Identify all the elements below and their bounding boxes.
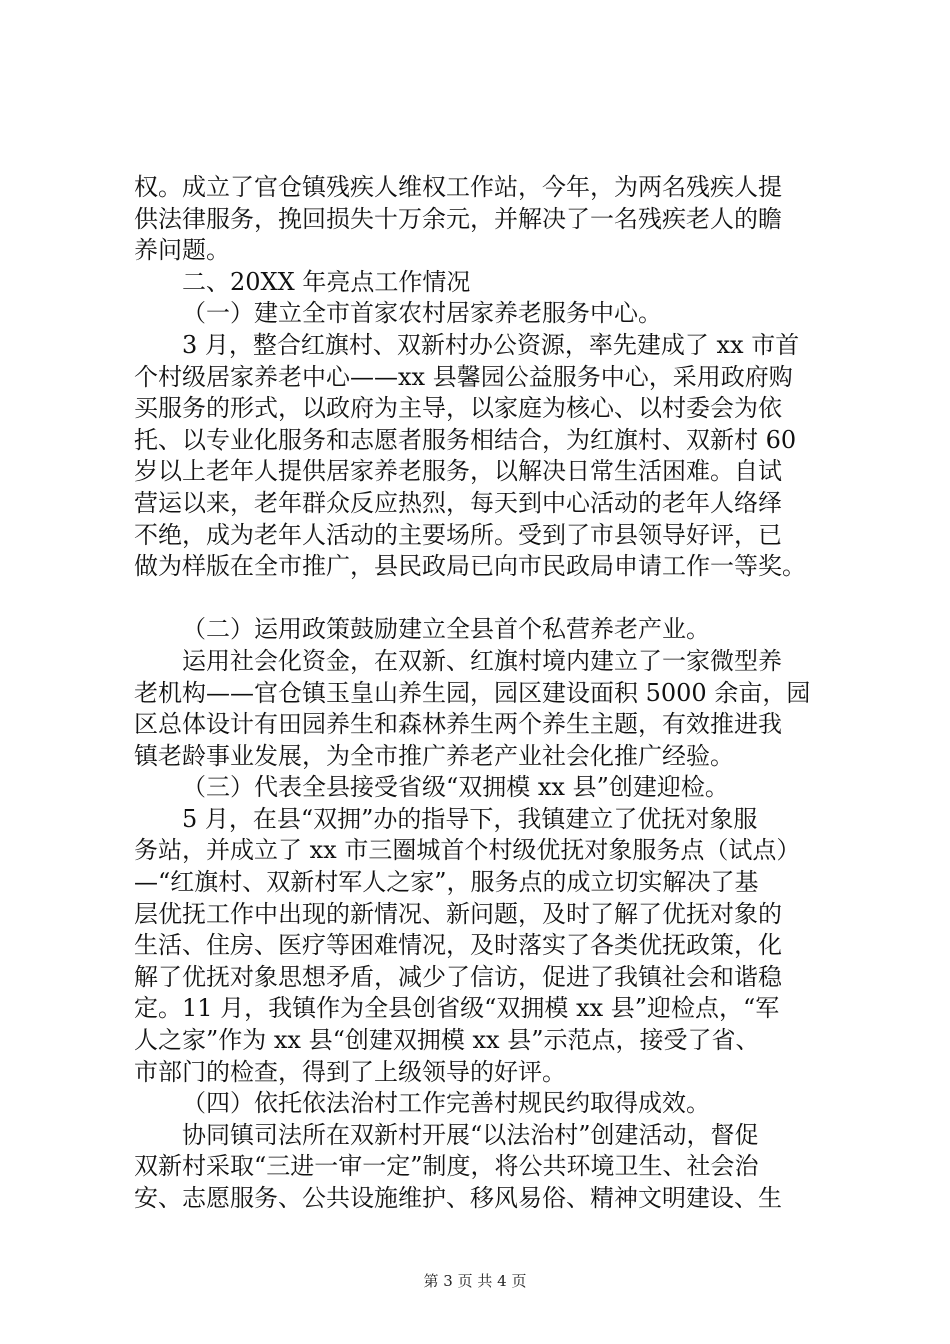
text-line: 区总体设计有田园养生和森林养生两个养生主题，有效推进我 — [134, 710, 782, 739]
blank-line — [134, 583, 854, 615]
text-line: 养问题。 — [134, 236, 230, 265]
subheading-double-support-inspection: （三）代表全县接受省级“双拥模 xx 县”创建迎检。 — [182, 773, 729, 802]
text-line: 层优抚工作中出现的新情况、新问题，及时了解了优抚对象的 — [134, 899, 782, 928]
text-line: 权。成立了官仓镇残疾人维权工作站，今年，为两名残疾人提 — [134, 173, 782, 201]
paragraph-private-elderly-industry — [134, 646, 854, 772]
text-line: 定。11 月，我镇作为全县创省级“双拥模 xx 县”迎检点，“军 — [134, 994, 780, 1023]
text-line: 老机构——官仓镇玉皇山养生园，园区建设面积 5000 余亩，园 — [134, 678, 811, 707]
text-line: 营运以来，老年群众反应热烈，每天到中心活动的老年人络绎 — [134, 488, 782, 517]
text-line: 运用社会化资金，在双新、红旗村境内建立了一家微型养 — [182, 646, 782, 675]
text-line: 做为样版在全市推广，县民政局已向市民政局申请工作一等奖。 — [134, 552, 806, 581]
text-line: 双新村采取“三进一审一定”制度，将公共环境卫生、社会治 — [134, 1152, 759, 1181]
paragraph-disability-rights — [134, 172, 854, 267]
subheading-home-care-center: （一）建立全市首家农村居家养老服务中心。 — [182, 299, 662, 328]
text-line: 生活、住房、医疗等困难情况，及时落实了各类优抚政策，化 — [134, 931, 782, 960]
text-line: 市部门的检查，得到了上级领导的好评。 — [134, 1057, 566, 1086]
text-line: 3 月，整合红旗村、双新村办公资源，率先建成了 xx 市首 — [182, 330, 800, 359]
text-line: 解了优抚对象思想矛盾，减少了信访，促进了我镇社会和谐稳 — [134, 962, 782, 991]
subheading-village-rules: （四）依托依法治村工作完善村规民约取得成效。 — [182, 1089, 710, 1118]
subheading-private-elderly-industry: （二）运用政策鼓励建立全县首个私营养老产业。 — [182, 615, 710, 644]
text-line: 协同镇司法所在双新村开展“以法治村”创建活动，督促 — [182, 1120, 759, 1149]
text-line: —“红旗村、双新村军人之家”，服务点的成立切实解决了基 — [134, 868, 759, 897]
body-text — [134, 172, 854, 1215]
text-line: 5 月，在县“双拥”办的指导下，我镇建立了优抚对象服 — [182, 804, 758, 833]
section-heading-highlights: 二、20XX 年亮点工作情况 — [182, 267, 471, 296]
text-line: 供法律服务，挽回损失十万余元，并解决了一名残疾老人的瞻 — [134, 204, 782, 233]
paragraph-double-support-inspection — [134, 804, 854, 1088]
paragraph-village-rules — [134, 1120, 854, 1215]
text-line: 托、以专业化服务和志愿者服务相结合，为红旗村、双新村 60 — [134, 425, 797, 454]
text-line: 个村级居家养老中心——xx 县馨园公益服务中心，采用政府购 — [134, 362, 793, 391]
page-number-footer: 第 3 页 共 4 页 — [423, 1272, 527, 1290]
text-line: 不绝，成为老年人活动的主要场所。受到了市县领导好评，已 — [134, 520, 782, 549]
text-line: 务站，并成立了 xx 市三圈城首个村级优抚对象服务点（试点） — [134, 836, 801, 865]
text-line: 人之家”作为 xx 县“创建双拥模 xx 县”示范点，接受了省、 — [134, 1026, 760, 1055]
text-line: 买服务的形式，以政府为主导，以家庭为核心、以村委会为依 — [134, 394, 782, 423]
paragraph-home-care-center — [134, 330, 854, 583]
text-line: 安、志愿服务、公共设施维护、移风易俗、精神文明建设、生 — [134, 1184, 782, 1212]
text-line: 镇老龄事业发展，为全市推广养老产业社会化推广经验。 — [134, 741, 734, 770]
text-line: 岁以上老年人提供居家养老服务，以解决日常生活困难。自试 — [134, 457, 782, 486]
